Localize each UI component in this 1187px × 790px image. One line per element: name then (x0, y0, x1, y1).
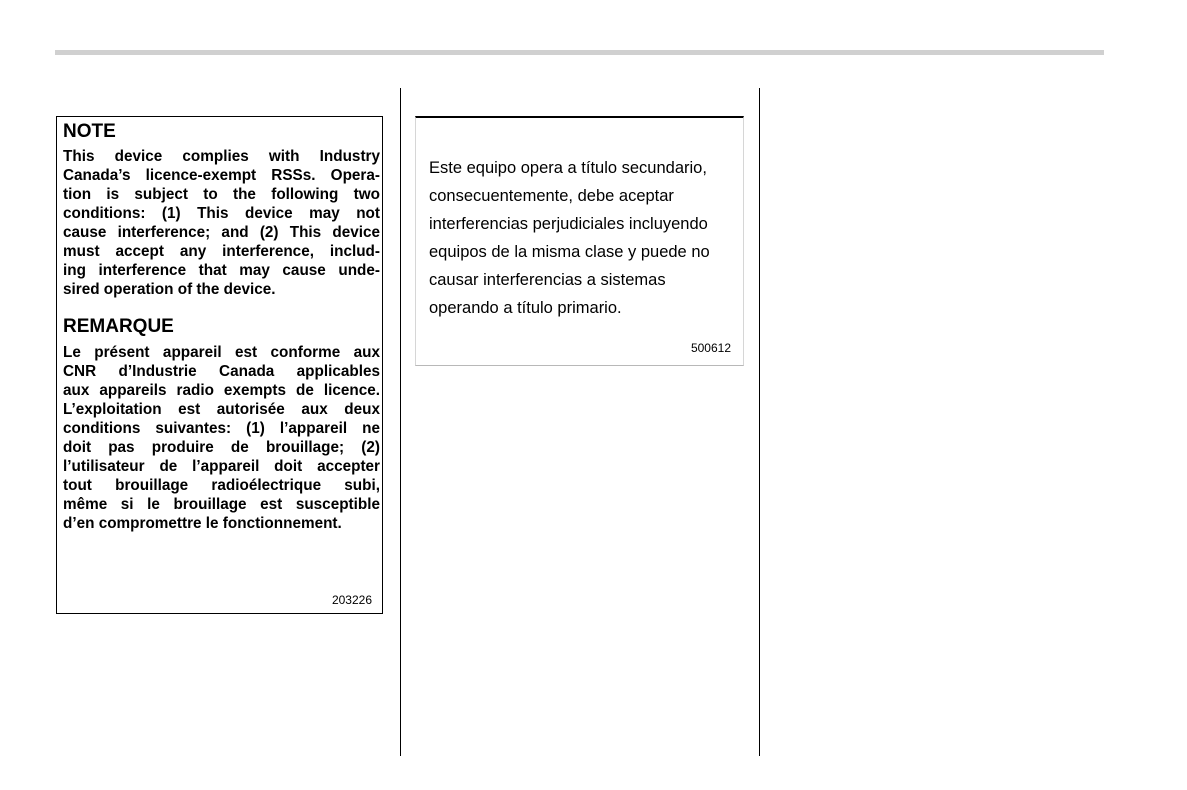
remarque-line: CNR d’Industrie Canada applicables (63, 363, 380, 380)
remarque-line: aux appareils radio exempts de licence. (63, 382, 380, 399)
remarque-line: Le présent appareil est conforme aux (63, 344, 380, 361)
column-divider-left (400, 88, 401, 756)
note-line: tion is subject to the following two (63, 186, 380, 203)
column-divider-right (759, 88, 760, 756)
remarque-heading: REMARQUE (63, 316, 174, 337)
remarque-line: conditions suivantes: (1) l’appareil ne (63, 420, 380, 437)
spanish-line: operando a título primario. (429, 299, 622, 317)
note-line: conditions: (1) This device may not (63, 205, 380, 222)
remarque-line: même si le brouillage est susceptible (63, 496, 380, 513)
remarque-line: d’en compromettre le fonctionnement. (63, 515, 342, 532)
remarque-line: L’exploitation est autorisée aux deux (63, 401, 380, 418)
remarque-text (63, 343, 380, 533)
spanish-notice-text (429, 154, 710, 322)
figure-code: 203226 (331, 593, 372, 607)
industry-canada-label (56, 116, 383, 614)
remarque-line: tout brouillage radioélectrique subi, (63, 477, 380, 494)
note-line: This device complies with Industry (63, 148, 380, 165)
remarque-line: l’utilisateur de l’appareil doit accepter (63, 458, 380, 475)
note-line: cause interference; and (2) This device (63, 224, 380, 241)
note-line: must accept any interference, includ- (63, 243, 380, 260)
note-text (63, 147, 380, 299)
spanish-line: consecuentemente, debe aceptar (429, 187, 674, 205)
spanish-line: interferencias perjudiciales incluyendo (429, 215, 708, 233)
remarque-line: doit pas produire de brouillage; (2) (63, 439, 380, 456)
spanish-line: equipos de la misma clase y puede no (429, 243, 710, 261)
spanish-line: causar interferencias a sistemas (429, 271, 666, 289)
spanish-line: Este equipo opera a título secundario, (429, 159, 707, 177)
spanish-notice-label (415, 116, 744, 366)
figure-code: 500612 (690, 341, 731, 355)
header-rule (55, 50, 1104, 55)
note-heading: NOTE (63, 121, 116, 142)
note-line: sired operation of the device. (63, 281, 276, 298)
note-line: ing interference that may cause unde- (63, 262, 380, 279)
note-line: Canada’s licence-exempt RSSs. Opera- (63, 167, 380, 184)
